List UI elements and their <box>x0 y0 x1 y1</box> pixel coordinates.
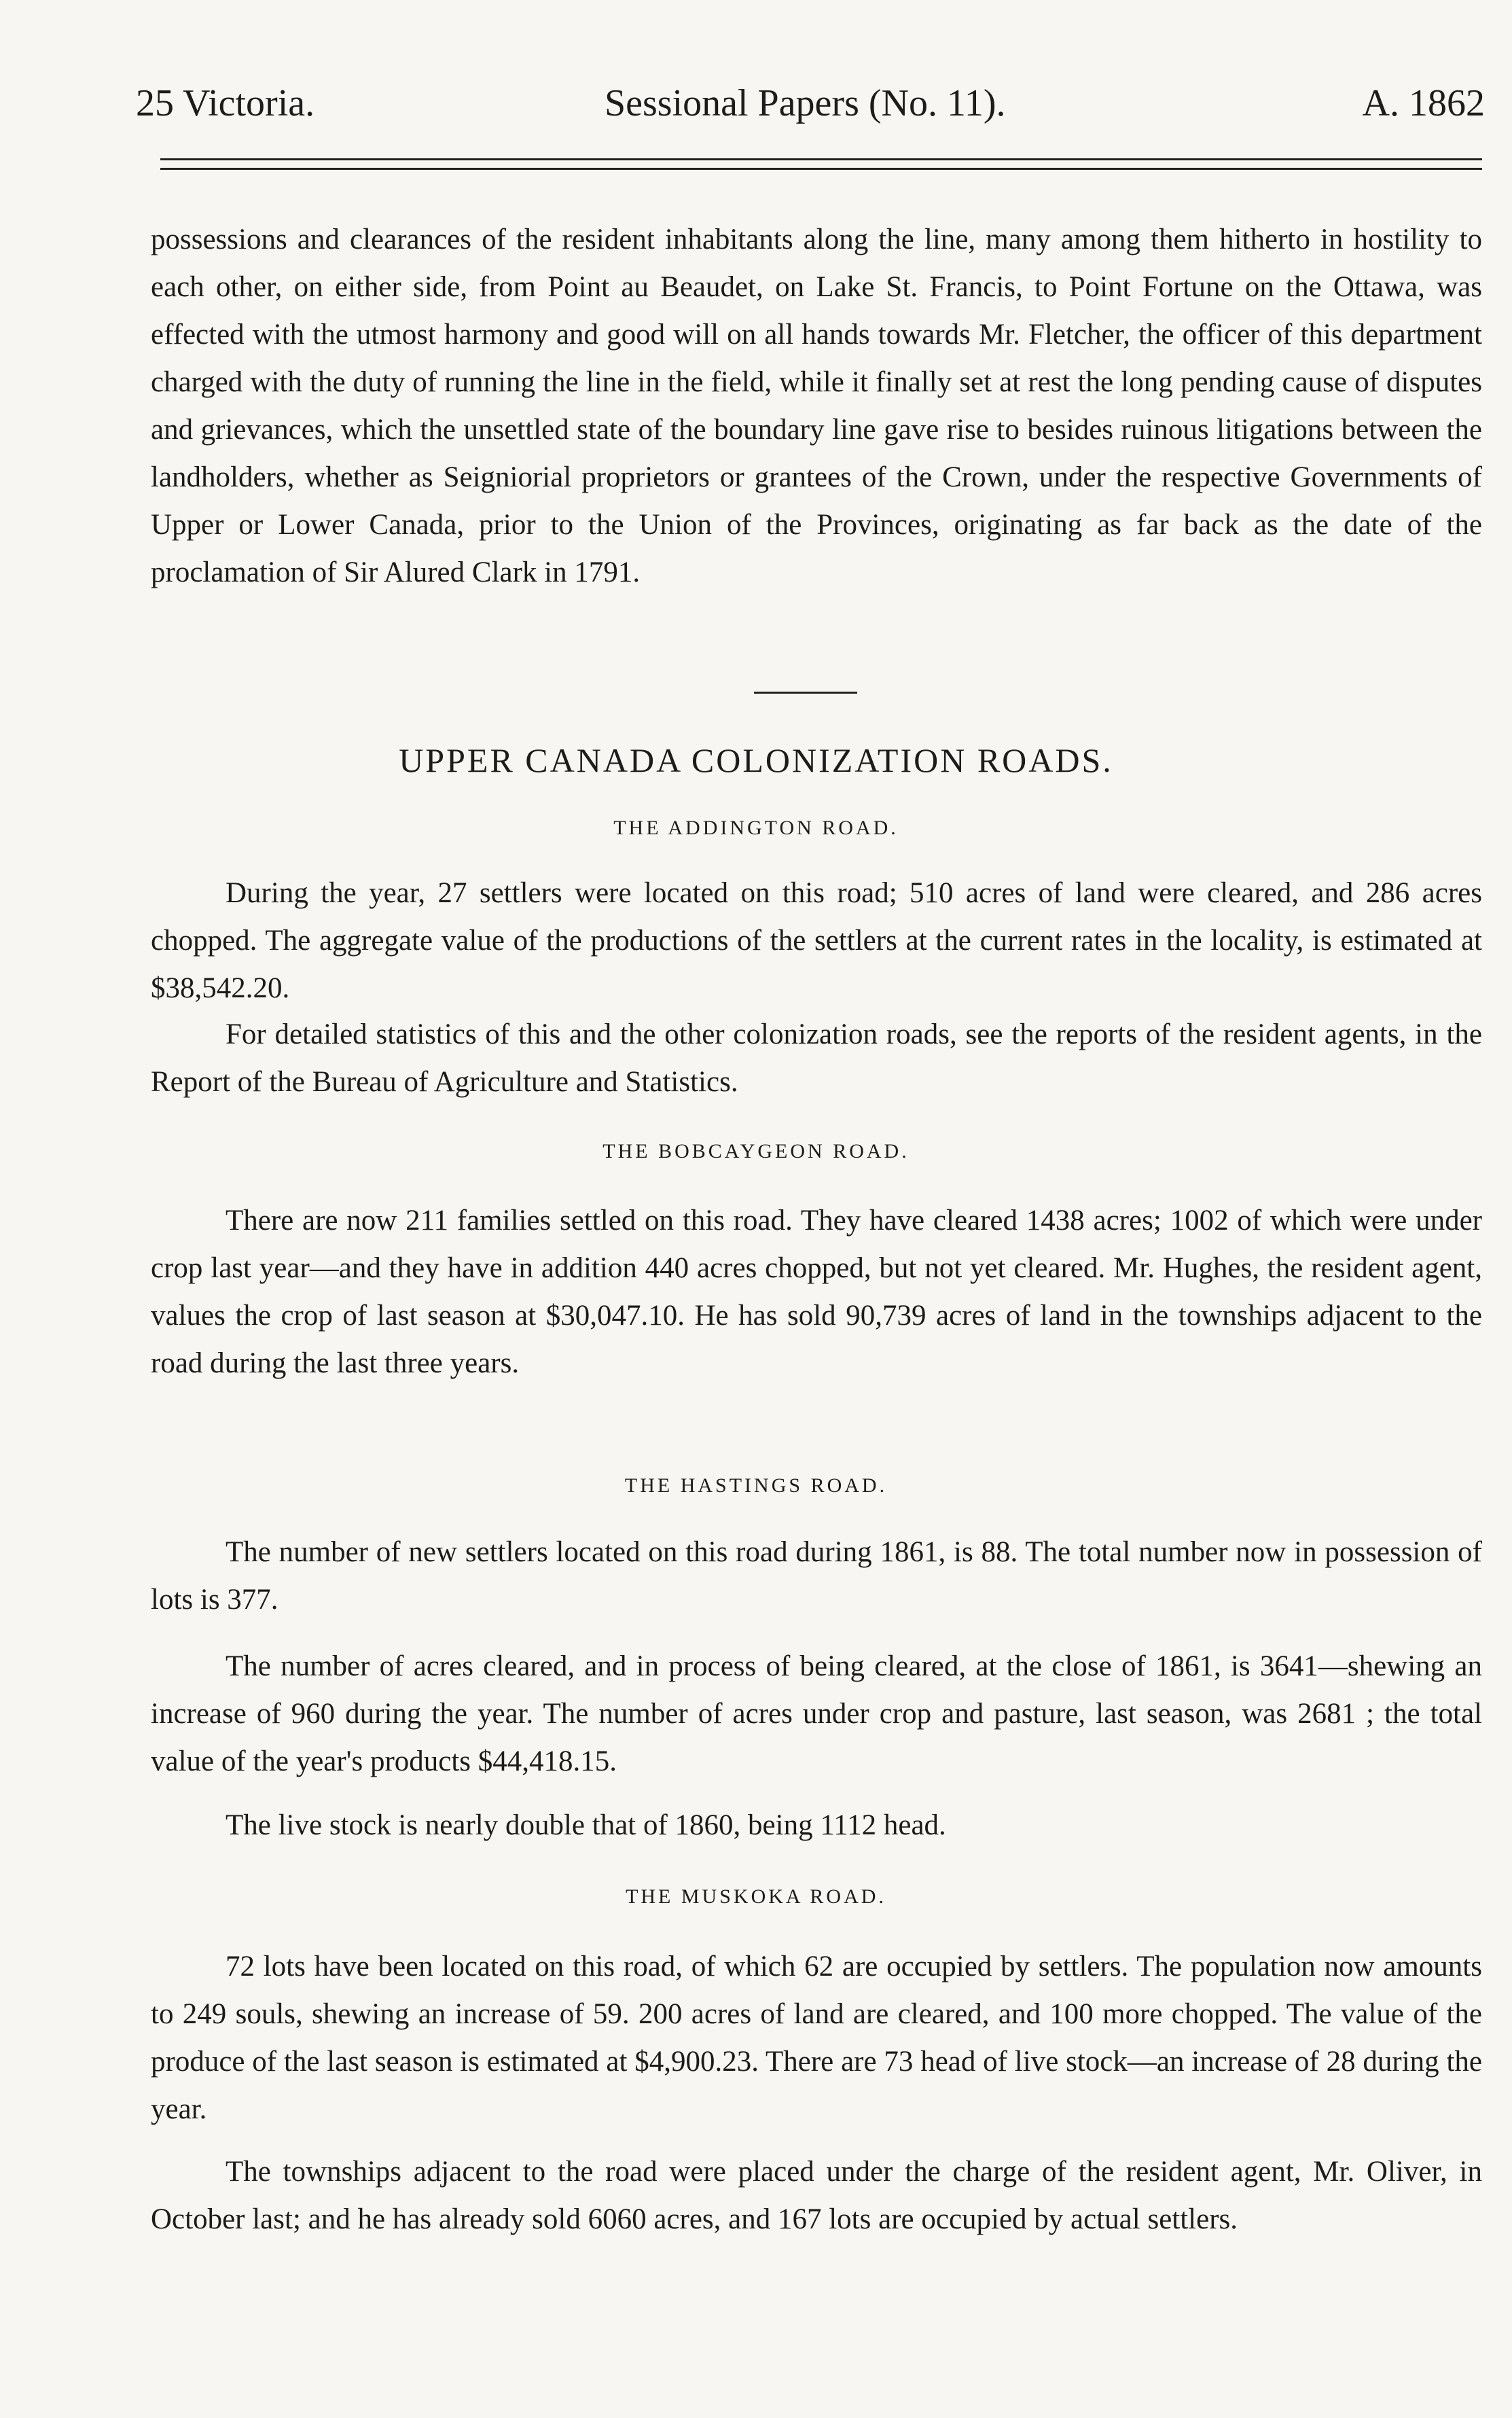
intro-paragraph: possessions and clearances of the resident inhabitants along the line, many among them hitherto in hostility to each other, on either side, from Point au Beaudet, on Lake St. Francis, to Point Fortune on the Ottawa, was effected with the utmost harmony and good will on all hands towards Mr. Fletcher, the officer of this department charged with the duty of running the line in the field, while it finally set at rest the long pending cause of disputes and grievances, which the unsettled state of the boundary line gave rise to besides ruinous litigations between the landholders, whether as Seigniorial proprietors or grantees of the Crown, under the respective Governments of Upper or Lower Canada, prior to the Union of the Provinces, originating as far back as the date of the proclamation of Sir Alured Clark in 1791. <box>151 224 1482 588</box>
muskoka-paragraph-2: The townships adjacent to the road were placed under the charge of the resident agent, Mr. Oliver, in October last; and he has already sold 6060 acres, and 167 lots are occupied by actual settlers. <box>151 2156 1482 2235</box>
header-page-number: A. 1862 <box>1362 82 1485 124</box>
header-rule-bottom <box>160 168 1482 170</box>
section-divider <box>754 692 857 694</box>
header-title: Sessional Papers (No. 11). <box>605 82 1006 124</box>
header-session: 25 Victoria. <box>136 82 315 124</box>
bobcaygeon-road-heading: THE BOBCAYGEON ROAD. <box>602 1140 910 1162</box>
hastings-road-heading: THE HASTINGS ROAD. <box>624 1474 888 1497</box>
addington-paragraph-2: For detailed statistics of this and the other colonization roads, see the reports of the resident agents, in the Report of the Bureau of Agriculture and Statistics. <box>151 1018 1482 1098</box>
bobcaygeon-paragraph: There are now 211 families settled on this road. They have cleared 1438 acres; 1002 of which were under crop last year—and they have in addition 440 acres chopped, but not yet cleared. Mr. Hughes, the resident agent, values the crop of last season at $30,047.10. He has sold 90,739 acres of land in the townships adjacent to the road during the last three years. <box>151 1205 1482 1379</box>
hastings-paragraph-1: The number of new settlers located on this road during 1861, is 88. The total number now in possession of lots is 377. <box>151 1536 1482 1616</box>
running-header <box>136 82 1485 136</box>
hastings-paragraph-2: The number of acres cleared, and in process of being cleared, at the close of 1861, is 3641—shewing an increase of 960 during the year. The number of acres under crop and pasture, last season, was 2681 ; the total value of the year's products $44,418.15. <box>151 1650 1482 1777</box>
muskoka-road-heading: THE MUSKOKA ROAD. <box>626 1885 886 1908</box>
addington-road-heading: THE ADDINGTON ROAD. <box>613 817 899 839</box>
muskoka-paragraph-1: 72 lots have been located on this road, of which 62 are occupied by settlers. The population now amounts to 249 souls, shewing an increase of 59. 200 acres of land are cleared, and 100 more chopped. The value of the produce of the last season is estimated at $4,900.23. There are 73 head of live stock—an increase of 28 during the year. <box>151 1951 1482 2125</box>
addington-paragraph-1: During the year, 27 settlers were located on this road; 510 acres of land were cleared, and 286 acres chopped. The aggregate value of the productions of the settlers at the current rates in the locality, is estimated at $38,542.20. <box>151 877 1482 1004</box>
section-title: UPPER CANADA COLONIZATION ROADS. <box>399 741 1113 779</box>
hastings-paragraph-3: The live stock is nearly double that of 1860, being 1112 head. <box>226 1809 946 1841</box>
header-rule-top <box>160 158 1482 160</box>
